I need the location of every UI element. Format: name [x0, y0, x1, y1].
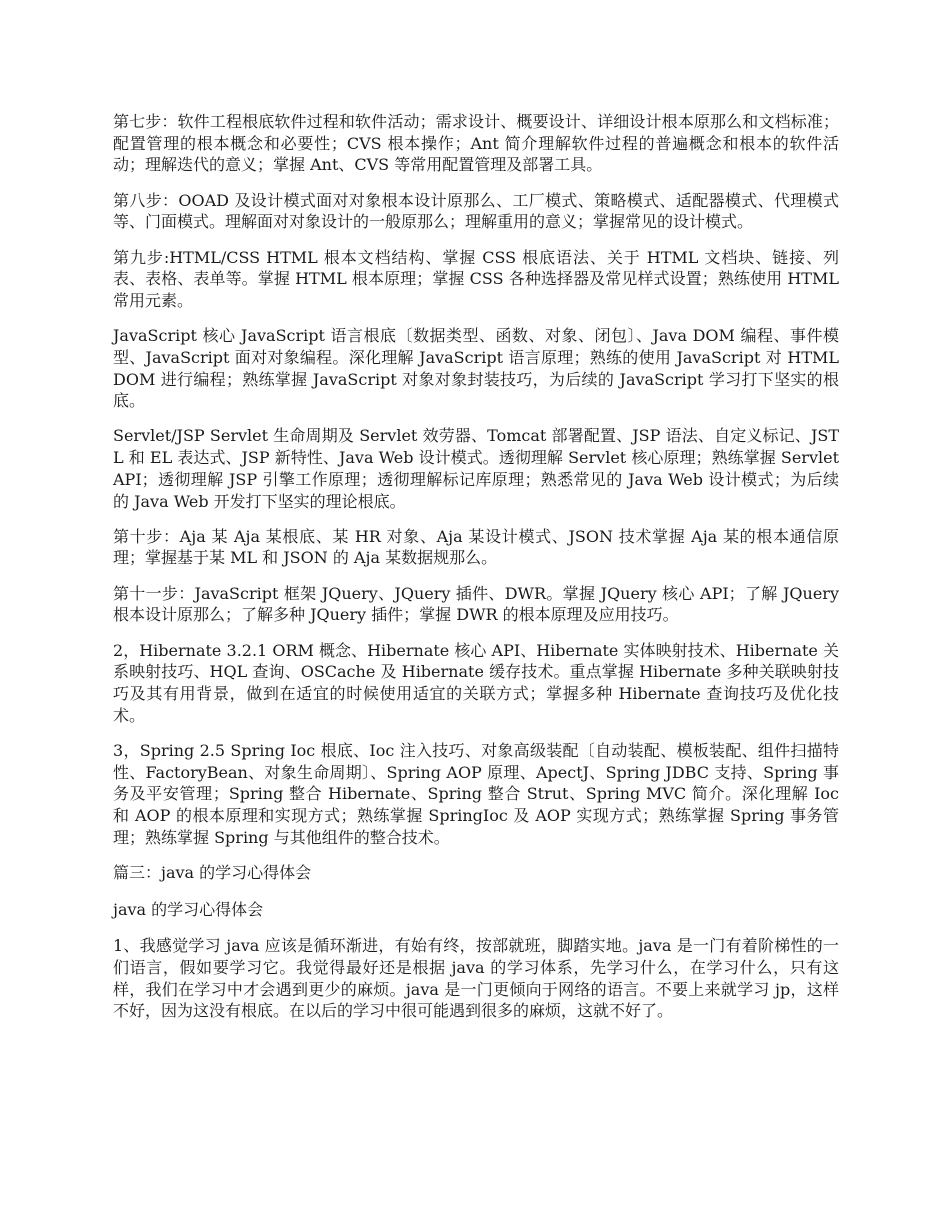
paragraph-hibernate: 2，Hibernate 3.2.1 ORM 概念、Hibernate 核心 API、Hibernate 实体映射技术、Hibernate 关系映射技巧、HQL 查询、OSCache 及 Hibernate 缓存技术。重点掌握 Hibernate 多种关联映射技巧及其有用背景，做到在适宜的时候使用适宜的关联方式；掌握多种 Hibernate 查询技巧及优化技术。	[113, 640, 839, 725]
paragraph-learning-experience: 1、我感觉学习 java 应该是循环渐进，有始有终，按部就班，脚踏实地。java 是一门有着阶梯性的一们语言，假如要学习它。我觉得最好还是根据 java 的学习体系，先学习什么，在学习什么，只有这样，我们在学习中才会遇到更少的麻烦。java 是一门更倾向于网络的语言。不要上来就学习 jp，这样不好，因为这没有根底。在以后的学习中很可能遇到很多的麻烦，这就不好了。	[113, 936, 839, 1021]
paragraph-javascript: JavaScript 核心 JavaScript 语言根底〔数据类型、函数、对象、闭包〕、Java DOM 编程、事件模型、JavaScript 面对对象编程。深化理解 JavaScript 语言原理；熟练的使用 JavaScript 对 HTMLDOM 进行编程；熟练掌握 JavaScript 对象对象封装技巧，为后续的 JavaScript 学习打下坚实的根底。	[113, 326, 839, 411]
paragraph-step-9: 第九步:HTML/CSS HTML 根本文档结构、掌握 CSS 根底语法、关于 HTML 文档块、链接、列表、表格、表单等。掌握 HTML 根本原理；掌握 CSS 各种选择器及常见样式设置；熟练使用 HTML 常用元素。	[113, 247, 839, 310]
paragraph-servlet-jsp: Servlet/JSP Servlet 生命周期及 Servlet 效劳器、Tomcat 部署配置、JSP 语法、自定义标记、JSTL 和 EL 表达式、JSP 新特性、Java Web 设计模式。透彻理解 Servlet 核心原理；熟练掌握 Servlet API；透彻理解 JSP 引擎工作原理；透彻理解标记库原理；熟悉常见的 Java Web 设计模式；为后续的 Java Web 开发打下坚实的理论根底。	[113, 426, 839, 511]
paragraph-step-7: 第七步：软件工程根底软件过程和软件活动；需求设计、概要设计、详细设计根本原那么和文档标准；配置管理的根本概念和必要性；CVS 根本操作；Ant 简介理解软件过程的普遍概念和根本的软件活动；理解迭代的意义；掌握 Ant、CVS 等常用配置管理及部署工具。	[113, 112, 839, 175]
paragraph-spring: 3，Spring 2.5 Spring Ioc 根底、Ioc 注入技巧、对象高级装配〔自动装配、模板装配、组件扫描特性、FactoryBean、对象生命周期〕、Spring AOP 原理、ApectJ、Spring JDBC 支持、Spring 事务及平安管理；Spring 整合 Hibernate、Spring 整合 Strut、Spring MVC 简介。深化理解 Ioc 和 AOP 的根本原理和实现方式；熟练掌握 SpringIoc 及 AOP 实现方式；熟练掌握 Spring 事务管理；熟练掌握 Spring 与其他组件的整合技术。	[113, 740, 839, 847]
section-subtitle: java 的学习心得体会	[113, 899, 264, 919]
paragraph-step-10: 第十步：Aja 某 Aja 某根底、某 HR 对象、Aja 某设计模式、JSON 技术掌握 Aja 某的根本通信原理；掌握基于某 ML 和 JSON 的 Aja 某数据规那么。	[113, 526, 839, 568]
document-body	[113, 111, 839, 1036]
paragraph-step-8: 第八步：OOAD 及设计模式面对对象根本设计原那么、工厂模式、策略模式、适配器模式、代理模式等、门面模式。理解面对对象设计的一般原那么；理解重用的意义；掌握常见的设计模式。	[113, 190, 839, 232]
paragraph-step-11: 第十一步：JavaScript 框架 JQuery、JQuery 插件、DWR。掌握 JQuery 核心 API；了解 JQuery 根本设计原那么；了解多种 JQuery 插件；掌握 DWR 的根本原理及应用技巧。	[113, 583, 839, 625]
section-heading: 篇三：java 的学习心得体会	[113, 862, 312, 882]
